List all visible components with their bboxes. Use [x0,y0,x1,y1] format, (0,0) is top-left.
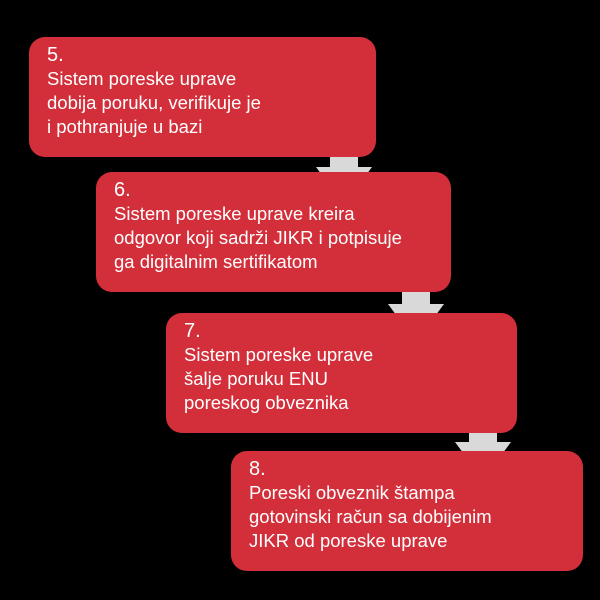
step-number: 8. [249,458,266,480]
step-text-line: šalje poruku ENU [184,368,328,389]
step-text-line: ga digitalnim sertifikatom [114,251,318,272]
step-text-line: Sistem poreske uprave [184,344,374,365]
step-text-line: Sistem poreske uprave [47,68,237,89]
step-box-6 [96,172,451,292]
step-number: 6. [114,179,131,201]
step-text-line: JIKR od poreske uprave [249,530,448,551]
step-text-line: Sistem poreske uprave kreira [114,203,355,224]
step-text-line: Poreski obveznik štampa [249,482,455,503]
step-number: 7. [184,320,201,342]
step-box-8 [231,451,583,571]
step-text-line: gotovinski račun sa dobijenim [249,506,492,527]
step-number: 5. [47,44,64,66]
step-box-5 [29,37,376,157]
step-text-line: dobija poruku, verifikuje je [47,92,261,113]
step-text-line: i pothranjuje u bazi [47,116,203,137]
step-text-line: odgovor koji sadrži JIKR i potpisuje [114,227,402,248]
step-box-7 [166,313,517,433]
step-text-line: poreskog obveznika [184,392,349,413]
